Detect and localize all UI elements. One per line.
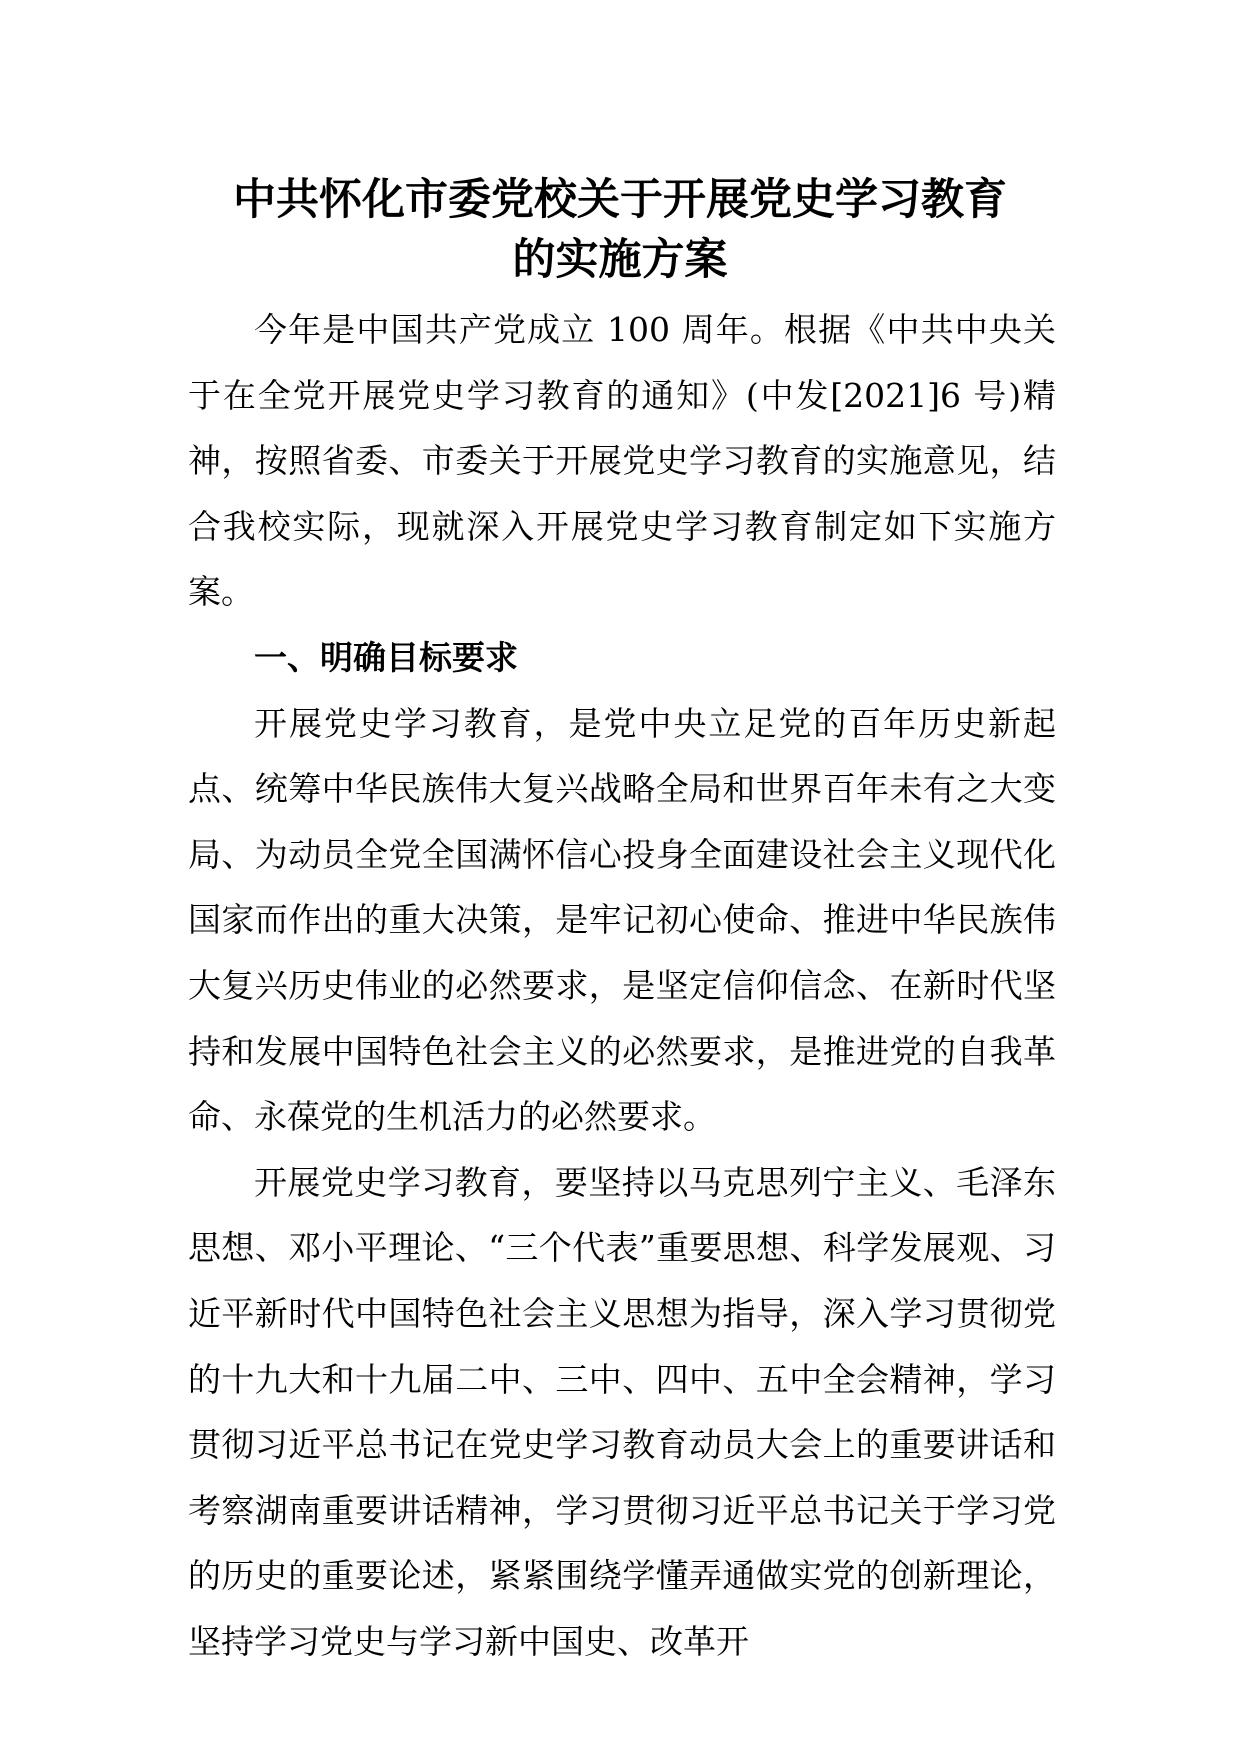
intro-paragraph: 今年是中国共产党成立 100 周年。根据《中共中央关于在全党开展党史学习教育的通知》(中发[2021]6 号)精神，按照省委、市委关于开展党史学习教育的实施意见，结合我校实际，现就深入开展党史学习教育制定如下实施方案。 (188, 310, 1056, 612)
body-paragraph-1: 开展党史学习教育，是党中央立足党的百年历史新起点、统筹中华民族伟大复兴战略全局和世界百年未有之大变局、为动员全党全国满怀信心投身全面建设社会主义现代化国家而作出的重大决策，是牢记初心使命、推进中华民族伟大复兴历史伟业的必然要求，是坚定信仰信念、在新时代坚持和发展中国特色社会主义的必然要求，是推进党的自我革命、永葆党的生机活力的必然要求。 (188, 703, 1056, 1137)
document-title-line-2: 的实施方案 (512, 235, 728, 285)
document-title-line-1: 中共怀化市委党校关于开展党史学习教育 (233, 175, 1007, 225)
body-paragraph-2: 开展党史学习教育，要坚持以马克思列宁主义、毛泽东思想、邓小平理论、“三个代表”重要思想、科学发展观、习近平新时代中国特色社会主义思想为指导，深入学习贯彻党的十九大和十九届二中、三中、四中、五中全会精神，学习贯彻习近平总书记在党史学习教育动员大会上的重要讲话和考察湖南重要讲话精神，学习贯彻习近平总书记关于学习党的历史的重要论述，紧紧围绕学懂弄通做实党的创新理论，坚持学习党史与学习新中国史、改革开 (188, 1162, 1056, 1661)
section-heading: 一、明确目标要求 (254, 637, 518, 677)
document-body (188, 297, 1056, 1674)
